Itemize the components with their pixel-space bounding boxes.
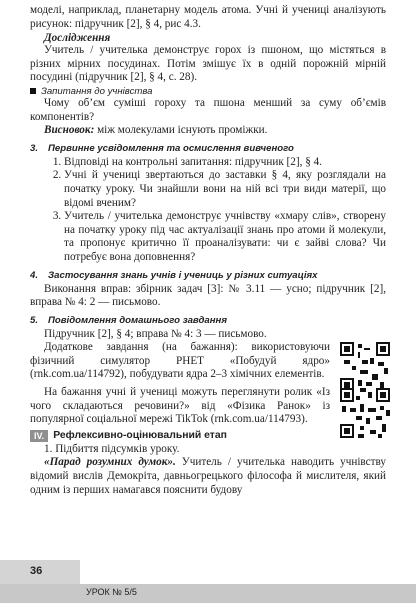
section-5-title: Повідомлення домашнього завдання	[48, 314, 227, 326]
lesson-label: УРОК № 5/5	[86, 587, 137, 597]
video-block	[30, 386, 386, 427]
section-4-text: Виконання вправ: збірник задач [3]: № 3.11 — усно; підручник [2], вправа № 4: 2 — письмово.	[30, 282, 386, 309]
section-4-heading	[30, 270, 386, 281]
qr-code-phet-icon[interactable]	[340, 342, 390, 392]
homework-block	[30, 328, 386, 382]
question-label: Запитання до учнівства	[41, 85, 153, 97]
page-content	[30, 4, 386, 497]
list-item: 3. Учитель / учителька демонструє учнівству «хмару слів», створену на початку уроку під час актуалізації знань про атоми й молекули, та пропонує критично її проаналізувати: чи є зайві слова? Чи потребує вона доповнення?	[64, 210, 386, 264]
conclusion-label: Висновок:	[44, 124, 95, 137]
section-4-title: Застосування знань учнів і учениць у різних ситуаціях	[48, 269, 318, 281]
parade-label: «Парад розумних думок».	[44, 456, 176, 469]
stage-4-roman: IV.	[30, 430, 48, 442]
stage-4-item: 1. Підбиття підсумків уроку.	[44, 442, 180, 455]
section-3-heading	[30, 143, 386, 154]
stage-4-heading	[30, 430, 386, 442]
conclusion-paragraph	[30, 124, 386, 138]
intro-paragraph: моделі, наприклад, планетарну модель атома. Учні й учениці аналізують рисунок: підручник [2], § 4, рис 4.3.	[30, 4, 386, 30]
section-4-number: 4.	[30, 269, 39, 281]
parade-text: Учитель / учителька наводить учнівству відомий вислів Демокріта, давньогрецького філософа й мислителя, який одним із перших намагався пояснити будову	[30, 456, 386, 496]
research-heading: Дослідження	[44, 32, 111, 45]
extra-task-text: Додаткове завдання (на бажання): використовуючи фізичний симулятор PHET «Побудуй ядро» (rnk.com.ua/114792), побудувати ядра 2–3 хімічних елементів.	[30, 341, 330, 381]
list-item: 1. Відповіді на контрольні запитання: підручник [2], § 4.	[64, 156, 386, 170]
question-heading	[30, 86, 386, 97]
stage-4-title: Рефлексивно-оцінювальний етап	[53, 430, 227, 442]
list-item: 2. Учні й учениці звертаються до заставки § 4, яку розглядали на початку уроку. Чи знайшли вони на ній всі три види матерії, що відомі вченим?	[64, 169, 386, 210]
square-bullet-icon	[30, 88, 36, 94]
page-number: 36	[30, 565, 43, 577]
qr-code-tiktok-icon[interactable]	[340, 388, 390, 438]
section-3-title: Первинне усвідомлення та осмислення вивченого	[48, 142, 294, 154]
section-5-heading	[30, 315, 386, 326]
conclusion-text: між молекулами існують проміжки.	[94, 124, 268, 137]
research-paragraph: Учитель / учителька демонструє горох із пшоном, що містяться в різних мірних посудинах. Потім змішує їх в одній порожній мірній посудині (підручник [2], § 4, с. 28).	[30, 44, 386, 84]
parade-paragraph	[30, 456, 386, 497]
footer-strip	[0, 584, 416, 603]
section-3-number: 3.	[30, 142, 39, 154]
video-text: На бажання учні й учениці можуть переглянути ролик «Із чого складаються речовини?» від «Фізика Ранок» із популярної соціальної мережі TikTok (rnk.com.ua/114793).	[30, 386, 330, 426]
question-text: Чому об’єм суміші гороху та пшона менший за суму об’ємів компонентів?	[30, 96, 386, 123]
homework-text: Підручник [2], § 4; вправа № 4: 3 — письмово.	[44, 327, 267, 340]
section-5-number: 5.	[30, 314, 39, 326]
section-3-list	[30, 156, 386, 265]
